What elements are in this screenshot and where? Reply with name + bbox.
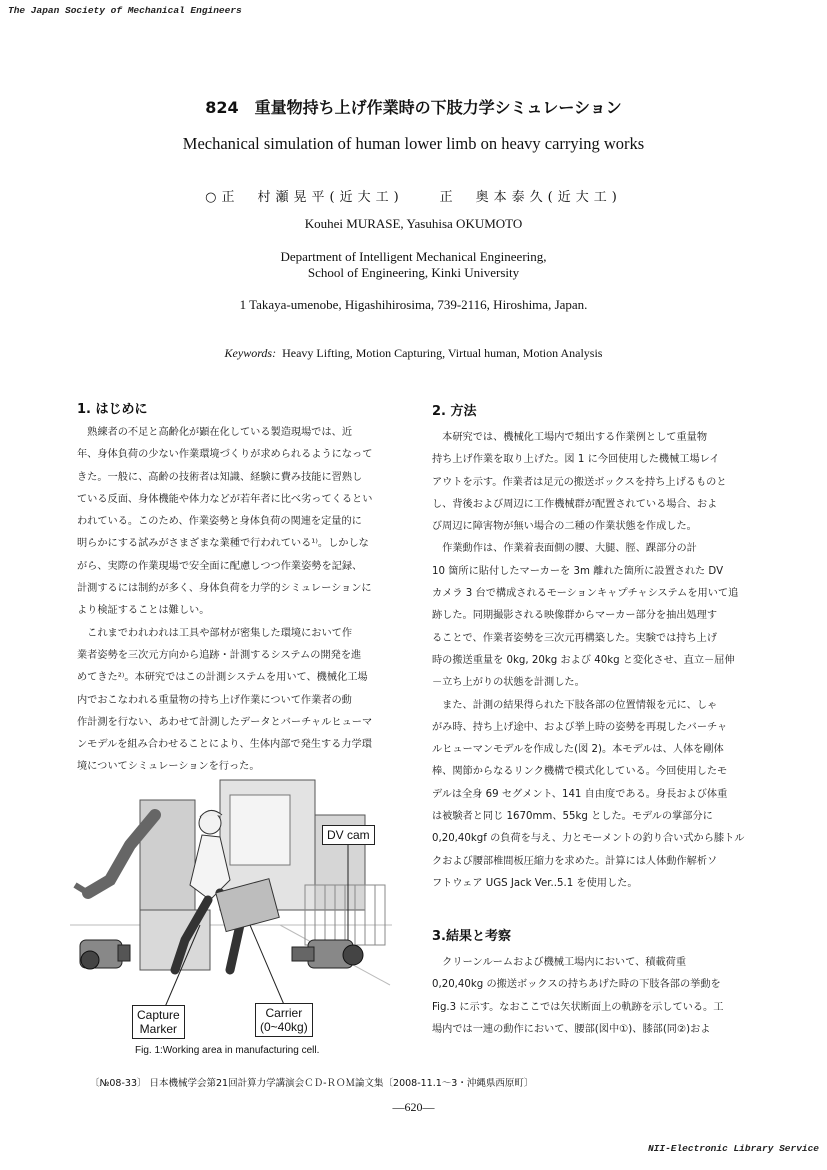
text-line: 業者姿勢を三次元方向から追跡・計測するシステムの開発を進 [77,649,362,661]
text-line: 10 箇所に貼付したマーカーを 3m 離れた箇所に設置された DV [432,565,724,577]
affiliation-line-2: School of Engineering, Kinki University [307,265,520,280]
label-capture-marker: Capture Marker [132,1005,185,1039]
dv-camera-left [80,940,130,969]
robot-gripper [75,885,88,893]
paper-title-japanese: 824 重量物持ち上げ作業時の下肢力学シミュレーション [205,98,622,117]
text-line: これまでわれわれは工具や部材が密集した環境において作 [77,627,353,639]
text-line: きた。一般に、高齢の技術者は知識、経験に費み技能に習熟し [77,471,363,483]
text-line: 持ち上げ作業を取り上げた。図 1 に今回使用した機械工場レイ [432,454,720,466]
figure-1-caption: Fig. 1:Working area in manufacturing cell. [135,1045,320,1056]
text-line: 境についてシミュレーションを行った。 [77,761,260,773]
text-line: 本研究では、機械化工場内で頻出する作業例として重量物 [432,432,708,443]
text-line: 作業動作は、作業着表面側の腰、大腿、脛、踝部分の計 [432,543,697,555]
paper-title-english: Mechanical simulation of human lower limb on heavy carrying works [182,134,645,153]
text-line: クリーンルームおよび機械工場内において、積載荷重 [432,957,687,968]
page-number: ―620― [392,1100,435,1114]
text-line: び周辺に障害物が無い場合の二種の作業状態を作成した。 [432,521,697,533]
factory-illustration [70,775,392,1045]
machine-window [230,795,290,865]
label-dv-cam: DV cam [322,825,375,845]
text-line: 時の搬送重量を 0kg, 20kg および 40kg と変化させ、直立－屈伸 [432,654,735,666]
keywords-text: Heavy Lifting, Motion Capturing, Virtual human, Motion Analysis [282,346,603,360]
text-line: 作計測を行ない、あわせて計測したデータとバーチャルヒューマ [77,716,373,728]
keywords-label: Keywords: [224,346,277,360]
journal-header: The Japan Society of Mechanical Engineers [8,5,242,16]
text-line: デルは全身 69 セグメント、141 自由度である。身長および体重 [432,788,728,800]
text-line: ンモデルを組み合わせることにより、生体内部で発生する力学環 [77,739,372,751]
keywords [0,346,827,361]
text-line: また、計測の結果得られた下肢各部の位置情報を元に、しゃ [432,699,718,711]
section-2-body [432,427,744,895]
text-line: 内でおこなわれる重量物の持ち上げ作業について作業者の動 [77,694,352,706]
text-line: －立ち上がりの状態を計測した。 [432,677,585,689]
section-1-heading: 1. はじめに [77,402,148,417]
proceedings-footer: 〔№08-33〕 日本機械学会第21回計算力学講演会ＣＤ-ＲＯＭ論文集〔2008-11.1～3・沖縄県西原町〕 [90,1078,534,1089]
text-line: 0,20,40kg の搬送ボックスの持ちあげた時の下肢各部の挙動を [432,979,721,991]
text-line: がら、実際の作業現場で安全面に配慮しつつ作業姿勢を記録、 [77,560,363,572]
text-line: 場内では一連の動作において、腰部(図中①)、膝部(同②)およ [432,1023,711,1035]
text-line: し、背後および周辺に工作機械群が配置されている場合、およ [432,498,718,510]
section-3-body [432,952,723,1041]
section-2-heading: 2. 方法 [432,404,477,419]
authors-japanese: ○正 村瀬晃平(近大工) 正 奥本泰久(近大工) [205,190,622,205]
authors-english: Kouhei MURASE, Yasuhisa OKUMOTO [304,216,523,231]
text-line: ルヒューマンモデルを作成した(図 2)。本モデルは、人体を剛体 [432,744,724,756]
text-line: 熟練者の不足と高齢化が顕在化している製造現場では、近 [77,427,353,438]
library-service-footer: NII-Electronic Library Service [647,1143,819,1154]
text-line: 0,20,40kgf の負荷を与え、力とモーメントの釣り合い式から膝トル [432,833,745,845]
text-line: ることで、作業者姿勢を三次元再構築した。実験では持ち上げ [432,632,718,644]
text-line: 跡した。同期撮影される映像群からマーカー部分を抽出処理す [432,610,718,622]
text-line: われている。このため、作業姿勢と身体負荷の関連を定量的に [77,516,362,528]
text-line: めてきた²⁾。本研究ではこの計測システムを用いて、機械化工場 [77,672,368,684]
text-line: 計測するには制約が多く、身体負荷を力学的シミュレーションに [77,583,372,595]
affiliation-line-1: Department of Intelligent Mechanical Engineering, [280,249,547,264]
dv-camera-right [292,940,363,968]
text-line: クおよび腰部椎間板圧縮力を求めた。計算には人体動作解析ソ [432,855,718,867]
address: 1 Takaya-umenobe, Higashihirosima, 739-2116, Hiroshima, Japan. [239,297,588,312]
text-line: より検証することは難しい。 [77,605,210,617]
text-line: 棒、関節からなるリンク機構で模式化している。今回使用したモ [432,766,728,778]
text-line: ている反面、身体機能や体力などが若年者に比べ劣ってくるとい [77,493,373,505]
text-line: 明らかにする試みがさまざまな業種で行われている¹⁾。しかしな [77,538,369,550]
text-line: がみ時、持ち上げ途中、および挙上時の姿勢を再現したバーチャ [432,721,728,733]
text-line: アウトを示す。作業者は足元の搬送ボックスを持ち上げるものと [432,476,727,488]
text-line: 年、身体負荷の少ない作業環境づくりが求められるようになって [77,449,373,461]
text-line: は被験者と同じ 1670mm、55kg とした。モデルの掌部分に [432,811,713,823]
text-line: フトウェア UGS Jack Ver..5.1 を使用した。 [432,877,638,889]
section-3-heading: 3.結果と考察 [432,929,511,944]
section-1-body [77,422,372,779]
figure-1 [70,775,392,1065]
text-line: Fig.3 に示す。なおここでは矢状断面上の軌跡を示している。工 [432,1001,724,1013]
label-carrier: Carrier (0~40kg) [255,1003,313,1037]
text-line: カメラ 3 台で構成されるモーションキャプチャシステムを用いて追 [432,588,739,600]
